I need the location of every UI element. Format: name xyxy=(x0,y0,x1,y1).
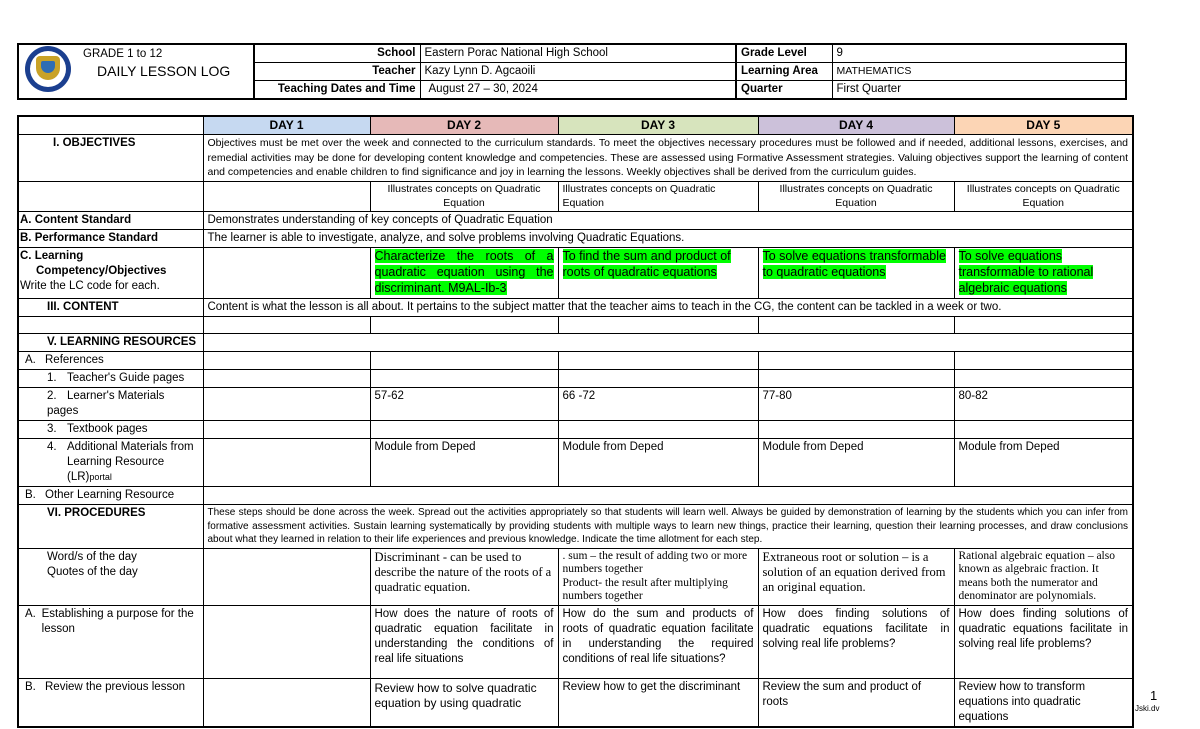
other-resource-label xyxy=(18,487,203,505)
empty-cell xyxy=(758,352,954,370)
obj-day2: Illustrates concepts on Quadratic Equation xyxy=(370,182,558,212)
dates-label: Teaching Dates and Time xyxy=(254,81,420,100)
content-label: III. CONTENT xyxy=(18,299,203,317)
other-num: B. xyxy=(25,489,36,501)
purpose-day2: How does the nature of roots of quadratic equation facilitate in understanding the conditions of real life situations xyxy=(370,605,558,678)
lm-day4: 77-80 xyxy=(758,388,954,421)
textbook-label xyxy=(18,421,203,439)
empty-cell xyxy=(558,370,758,388)
empty-cell xyxy=(203,370,370,388)
empty-corner xyxy=(18,116,203,135)
competency-label xyxy=(18,248,203,299)
review-day4: Review the sum and product of roots xyxy=(758,678,954,727)
purpose-text: Establishing a purpose for the lesson xyxy=(41,607,194,635)
wod-day2: Discriminant - can be used to describe the nature of the roots of a quadratic equation. xyxy=(370,548,558,605)
comp-day5 xyxy=(954,248,1133,299)
quarter-value: First Quarter xyxy=(832,81,1126,100)
competency-label-2: Competency/Objectives xyxy=(36,265,167,277)
grade-level-value: 9 xyxy=(832,44,1126,63)
lm-text: Learner's Materials pages xyxy=(47,390,165,417)
performance-standard-row xyxy=(18,230,1133,248)
comp-day4-highlight: To solve equations transformable to quadratic equations xyxy=(762,249,946,279)
am-day5: Module from Deped xyxy=(954,439,1133,487)
day-2-header: DAY 2 xyxy=(370,116,558,135)
procedures-row xyxy=(18,505,1133,549)
empty-cell xyxy=(558,421,758,439)
lm-day5: 80-82 xyxy=(954,388,1133,421)
empty-cell xyxy=(370,352,558,370)
obj-day4: Illustrates concepts on Quadratic Equation xyxy=(758,182,954,212)
school-value: Eastern Porac National High School xyxy=(420,44,736,63)
performance-standard-text: The learner is able to investigate, analyze, and solve problems involving Quadratic Equations. xyxy=(203,230,1133,248)
content-standard-label: A. Content Standard xyxy=(18,212,203,230)
grade-level-label: Grade Level xyxy=(736,44,832,63)
lm-day3: 66 -72 xyxy=(558,388,758,421)
performance-standard-label: B. Performance Standard xyxy=(18,230,203,248)
empty-cell xyxy=(203,421,370,439)
empty-cell xyxy=(18,182,203,212)
review-day2: Review how to solve quadratic equation by using quadratic xyxy=(370,678,558,727)
learning-resources-label: V. LEARNING RESOURCES xyxy=(18,334,203,352)
purpose-day4: How does finding solutions of quadratic equations facilitate in solving real life problems? xyxy=(758,605,954,678)
obj-day3: Illustrates concepts on Quadratic Equation xyxy=(558,182,758,212)
empty-cell xyxy=(954,370,1133,388)
am-text-1: Additional Materials from xyxy=(67,441,194,453)
teacher-value: Kazy Lynn D. Agcaoili xyxy=(420,63,736,81)
other-resource-row xyxy=(18,487,1133,505)
review-num: B. xyxy=(25,680,36,693)
review-day1 xyxy=(203,678,370,727)
wod-day5: Rational algebraic equation – also known as algebraic fraction. It means both the numerator and denominator are polynomials. xyxy=(954,548,1133,605)
review-label xyxy=(18,678,203,727)
objectives-days-row xyxy=(18,182,1133,212)
empty-cell xyxy=(203,334,1133,352)
page-number: 1 xyxy=(1150,688,1158,703)
page-title: DAILY LESSON LOG xyxy=(97,63,231,79)
day-header-row xyxy=(18,116,1133,135)
content-text: Content is what the lesson is all about. It pertains to the subject matter that the teacher aims to teach in the CG, the content can be tackled in a week or two. xyxy=(203,299,1133,317)
grade-range: GRADE 1 to 12 xyxy=(83,48,163,60)
learning-area-value: MATHEMATICS xyxy=(832,63,1126,81)
day-4-header: DAY 4 xyxy=(758,116,954,135)
lm-num: 2. xyxy=(47,390,57,402)
procedures-text: These steps should be done across the week. Spread out the activities appropriately so that students will learn well. Always be guided by demonstration of learning by the students which you can infer from formative assessment activities. Sustain learning systematically by providing students with multiple ways to learn new things, practice their learning, question their learning processes, and draw conclusions about what they learned in relation to their life experiences and previous knowledge. Indicate the time allotment for each step. xyxy=(203,505,1133,549)
content-standard-row xyxy=(18,212,1133,230)
review-day5: Review how to transform equations into quadratic equations xyxy=(954,678,1133,727)
am-text-portal: portal xyxy=(89,472,112,482)
empty-cell xyxy=(370,421,558,439)
purpose-day1 xyxy=(203,605,370,678)
empty-cell xyxy=(558,317,758,334)
empty-cell xyxy=(370,317,558,334)
lesson-log-table xyxy=(17,115,1134,728)
references-text: References xyxy=(45,354,104,366)
wod-day3-product: Product- the result after multiplying numbers together xyxy=(562,576,728,602)
competency-label-1: C. Learning xyxy=(20,250,84,262)
content-standard-text: Demonstrates understanding of key concepts of Quadratic Equation xyxy=(203,212,1133,230)
obj-day1 xyxy=(203,182,370,212)
review-text: Review the previous lesson xyxy=(45,680,185,693)
other-text: Other Learning Resource xyxy=(45,489,175,501)
school-label: School xyxy=(254,44,420,63)
day-3-header: DAY 3 xyxy=(558,116,758,135)
empty-cell xyxy=(954,421,1133,439)
lm-day1 xyxy=(203,388,370,421)
am-day3: Module from Deped xyxy=(558,439,758,487)
objectives-text: Objectives must be met over the week and connected to the curriculum standards. To meet the objectives necessary procedures must be followed and if needed, additional lessons, exercises, and remedial activities may be done for developing content knowledge and competencies. These are assessed using Formative Assessment strategies. Valuing objectives support the learning of content and competencies and enable children to find significance and joy in learning the lessons. Weekly objectives shall be derived from the curriculum guides. xyxy=(203,135,1133,182)
word-of-day-label-2: Quotes of the day xyxy=(47,565,138,578)
objectives-row xyxy=(18,135,1133,182)
wod-day4: Extraneous root or solution – is a solution of an equation derived from an original equation. xyxy=(758,548,954,605)
teacher-label: Teacher xyxy=(254,63,420,81)
empty-cell xyxy=(203,317,370,334)
am-num: 4. xyxy=(47,441,57,453)
am-text-2: Learning Resource xyxy=(67,456,165,468)
tg-text: Teacher's Guide pages xyxy=(67,372,185,384)
header-title-cell xyxy=(18,44,254,99)
empty-cell xyxy=(558,352,758,370)
empty-cell xyxy=(370,370,558,388)
day-1-header: DAY 1 xyxy=(203,116,370,135)
wod-day1 xyxy=(203,548,370,605)
tg-num: 1. xyxy=(47,372,57,384)
purpose-num: A. xyxy=(25,607,36,620)
empty-cell xyxy=(758,317,954,334)
comp-day2-highlight: Characterize the roots of a quadratic equation using the discriminant. M9AL-Ib-3 xyxy=(374,249,554,295)
textbook-row xyxy=(18,421,1133,439)
wod-day3 xyxy=(558,548,758,605)
am-day1 xyxy=(203,439,370,487)
comp-day2 xyxy=(370,248,558,299)
comp-day5-highlight: To solve equations transformable to rational algebraic equations xyxy=(958,249,1094,295)
day-5-header: DAY 5 xyxy=(954,116,1133,135)
learning-area-label: Learning Area xyxy=(736,63,832,81)
review-day3: Review how to get the discriminant xyxy=(558,678,758,727)
word-of-day-label xyxy=(18,548,203,605)
objectives-label: I. OBJECTIVES xyxy=(18,135,203,182)
lm-day2: 57-62 xyxy=(370,388,558,421)
empty-cell xyxy=(954,317,1133,334)
empty-cell xyxy=(203,352,370,370)
competency-row xyxy=(18,248,1133,299)
am-day2: Module from Deped xyxy=(370,439,558,487)
references-row xyxy=(18,352,1133,370)
word-of-day-label-1: Word/s of the day xyxy=(47,550,137,563)
additional-materials-row xyxy=(18,439,1133,487)
review-row xyxy=(18,678,1133,727)
learning-resources-row xyxy=(18,334,1133,352)
tb-text: Textbook pages xyxy=(67,423,148,435)
am-text-3: (LR) xyxy=(67,471,90,483)
tb-num: 3. xyxy=(47,423,57,435)
empty-cell xyxy=(758,421,954,439)
dates-value: August 27 – 30, 2024 xyxy=(420,81,736,100)
empty-cell xyxy=(18,317,203,334)
wod-day3-sum: . sum – the result of adding two or more numbers together xyxy=(562,549,748,575)
empty-cell xyxy=(203,487,1133,505)
watermark: Jski.dv xyxy=(1135,704,1160,713)
empty-cell xyxy=(758,370,954,388)
purpose-day3: How do the sum and products of roots of quadratic equation facilitate in understanding the required conditions of real life situations? xyxy=(558,605,758,678)
comp-day4 xyxy=(758,248,954,299)
purpose-day5: How does finding solutions of quadratic equations facilitate in solving real life problems? xyxy=(954,605,1133,678)
learners-materials-label xyxy=(18,388,203,421)
teachers-guide-row xyxy=(18,370,1133,388)
word-of-day-row xyxy=(18,548,1133,605)
procedures-label: VI. PROCEDURES xyxy=(18,505,203,549)
references-num: A. xyxy=(25,354,36,366)
content-days-row xyxy=(18,317,1133,334)
quarter-label: Quarter xyxy=(736,81,832,100)
purpose-row xyxy=(18,605,1133,678)
learners-materials-row xyxy=(18,388,1133,421)
empty-cell xyxy=(954,352,1133,370)
comp-day1 xyxy=(203,248,370,299)
references-label xyxy=(18,352,203,370)
am-day4: Module from Deped xyxy=(758,439,954,487)
additional-materials-label xyxy=(18,439,203,487)
comp-day3 xyxy=(558,248,758,299)
header-table xyxy=(17,43,1127,100)
content-row xyxy=(18,299,1133,317)
comp-day3-highlight: To find the sum and product of roots of quadratic equations xyxy=(562,249,731,279)
competency-label-3: Write the LC code for each. xyxy=(20,280,160,292)
teachers-guide-label xyxy=(18,370,203,388)
purpose-label xyxy=(18,605,203,678)
obj-day5: Illustrates concepts on Quadratic Equation xyxy=(954,182,1133,212)
